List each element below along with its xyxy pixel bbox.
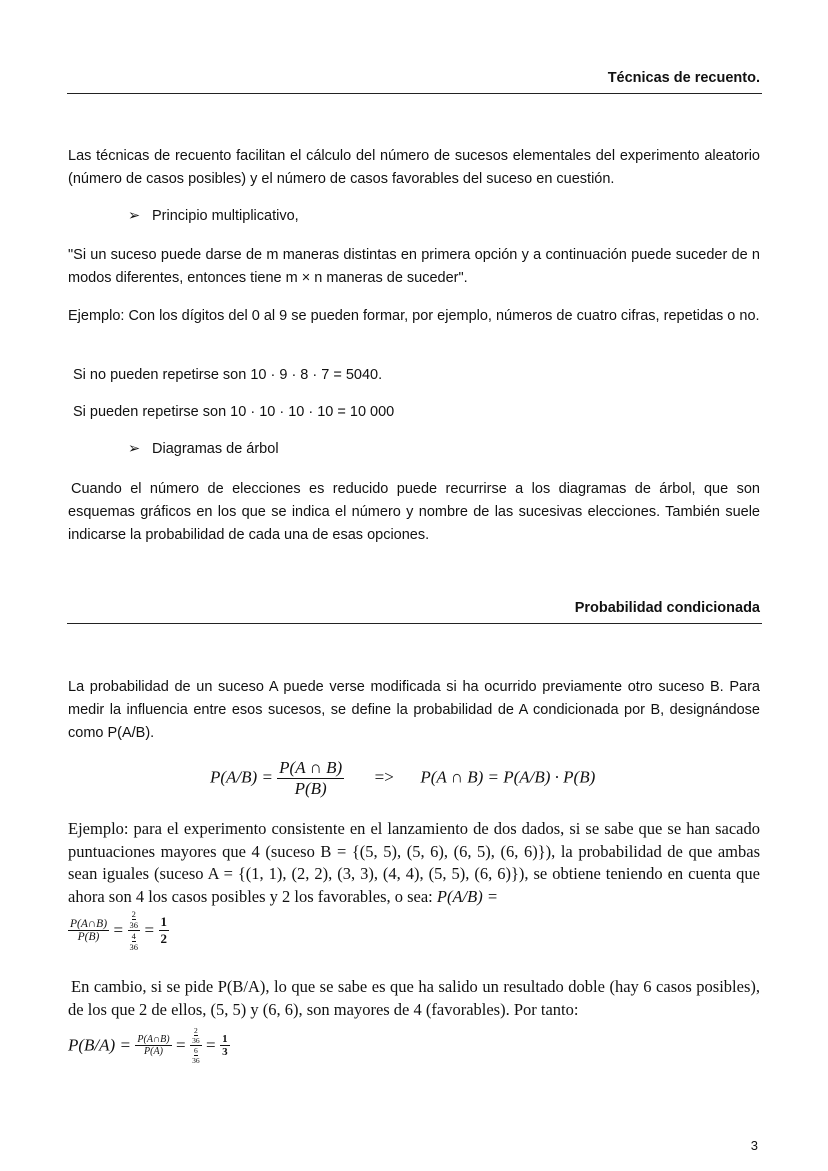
bullet-diagramas (128, 441, 279, 457)
page-number: 3 (750, 1138, 758, 1153)
result-fraction (159, 914, 170, 947)
inner-numerator-d: 36 (192, 1036, 200, 1045)
formula-fraction (277, 758, 344, 799)
inner-numerator-d: 36 (129, 920, 139, 930)
quote-paragraph: "Si un suceso puede darse de m maneras distintas en primera opción y a continuación puede suceder de n modos diferentes, entonces tiene m × n maneras de suceder". (68, 247, 760, 286)
formula-denominator: P(B) (294, 779, 327, 798)
bullet-principio (128, 208, 299, 224)
equals-sign: = (176, 1035, 186, 1055)
compound-fraction (128, 909, 141, 952)
calc-numerator: P(A∩B) (70, 918, 108, 930)
arrow-bullet-icon: ➢ (128, 441, 141, 457)
compound-fraction (190, 1026, 202, 1065)
bullet-label: Principio multiplicativo, (152, 208, 299, 224)
equals-sign: = (144, 920, 155, 940)
formula-rhs: P(A ∩ B) = P(A/B) · P(B) (420, 767, 596, 787)
equals-sign: = (206, 1035, 216, 1055)
calc-numerator: P(A∩B) (137, 1034, 170, 1045)
result-denominator: 3 (222, 1046, 228, 1058)
calc-denominator: P(A) (144, 1046, 163, 1057)
tree-paragraph: Cuando el número de elecciones es reducido puede recurrirse a los diagramas de árbol, que son esquemas gráficos en los que se indica el número y nombre de las sucesivas elecciones. También suele indicarse la probabilidad de cada una de esas opciones. (68, 481, 760, 543)
example-paragraph: Ejemplo: Con los dígitos del 0 al 9 se pueden formar, por ejemplo, números de cuatro cifras, repetidas o no. (68, 308, 760, 324)
example-dice-text: Ejemplo: para el experimento consistente en el lanzamiento de dos dados, si se sabe que se han sacado puntuaciones mayores que 4 (suceso B = {(5, 5), (5, 6), (6, 5), (6, 6)}), la probabilidad de que ambas sean iguales (suceso A = {(1, 1), (2, 2), (3, 3), (4, 4), (5, 5), (6, 6)}), se obtiene teniendo en cuenta que ahora son 4 los casos posibles y 2 los favorables, o sea: (68, 819, 760, 906)
calc-fraction (68, 918, 109, 943)
calc-denominator: P(B) (77, 931, 100, 943)
section-header-recuento: Técnicas de recuento. (607, 70, 760, 86)
arrow-bullet-icon: ➢ (128, 208, 141, 224)
equals-sign: = (113, 920, 124, 940)
inner-numerator-n: 2 (131, 909, 136, 919)
calc-lhs: P(B/A) = (68, 1035, 131, 1055)
intro-paragraph: Las técnicas de recuento facilitan el cálculo del número de sucesos elementales del experimento aleatorio (número de casos posibles) y el número de casos favorables del suceso en cuestión. (68, 148, 760, 187)
example-dice-tail: P(A/B) = (436, 886, 498, 906)
formula-arrow: => (374, 767, 394, 787)
inner-denominator-d: 36 (192, 1056, 200, 1065)
formula-numerator: P(A ∩ B) (279, 758, 343, 777)
section-header-condicionada: Probabilidad condicionada (574, 600, 760, 616)
result-numerator: 1 (222, 1033, 228, 1045)
example-reverse-paragraph: En cambio, si se pide P(B/A), lo que se sabe es que ha salido un resultado doble (hay 6 casos posibles), de los que 2 de ellos, (5, 5) y (6, 6), son mayores de 4 (favorables). Por tanto: (68, 977, 760, 1019)
header-rule (67, 623, 762, 624)
conditional-formula (210, 758, 595, 799)
header-rule (67, 93, 762, 94)
bullet-label: Diagramas de árbol (152, 441, 279, 457)
example-dice-paragraph (68, 818, 760, 908)
no-repeat-line: Si no pueden repetirse son 10 · 9 · 8 · 7 = 5040. (73, 367, 383, 383)
inner-denominator-n: 4 (131, 931, 136, 941)
formula-lhs: P(A/B) = (210, 767, 273, 787)
result-denominator: 2 (160, 931, 168, 946)
repeat-line: Si pueden repetirse son 10 · 10 · 10 · 10 = 10 000 (73, 404, 395, 420)
conditional-paragraph: La probabilidad de un suceso A puede verse modificada si ha ocurrido previamente otro suceso B. Para medir la influencia entre esos sucesos, se define la probabilidad de A condicionada por B, designándose como P(A/B). (68, 679, 760, 741)
inner-numerator-n: 2 (193, 1026, 198, 1035)
calc-p-b-given-a (68, 1026, 230, 1065)
calc-fraction (135, 1034, 171, 1057)
result-numerator: 1 (160, 914, 168, 929)
inner-denominator-n: 6 (193, 1046, 198, 1055)
inner-denominator-d: 36 (129, 942, 139, 952)
result-fraction (220, 1033, 230, 1058)
calc-p-a-given-b (68, 909, 169, 952)
